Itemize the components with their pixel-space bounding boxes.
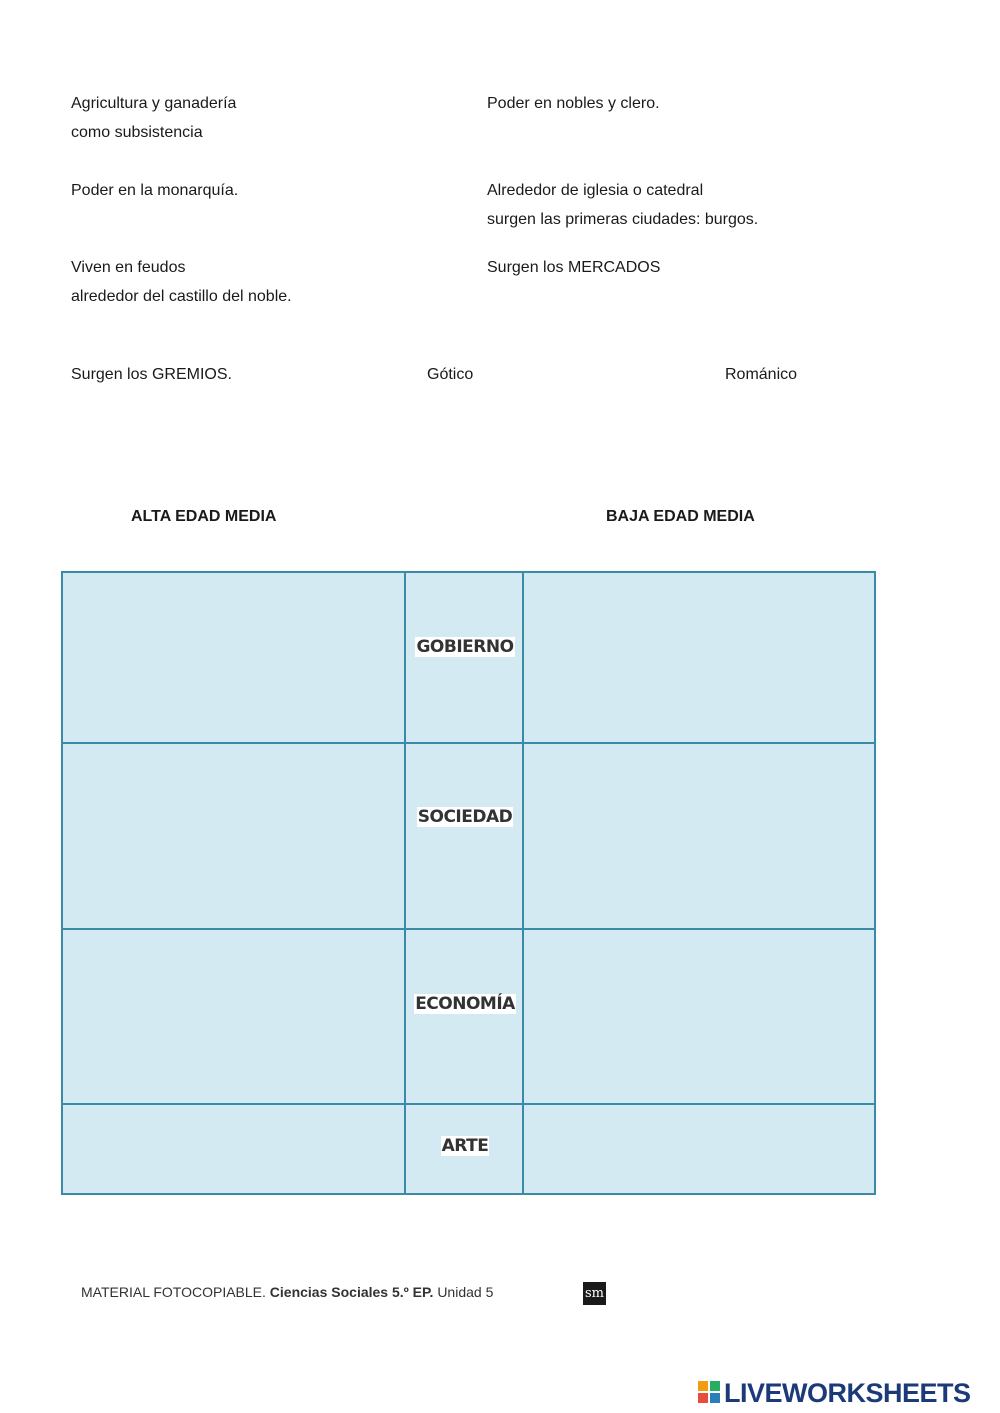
header-alta-edad-media: ALTA EDAD MEDIA [131, 508, 277, 525]
option-poder-monarquia[interactable]: Poder en la monarquía. [71, 182, 239, 199]
footer-unit: Unidad 5 [437, 1284, 494, 1300]
option-gremios[interactable]: Surgen los GREMIOS. [71, 366, 232, 383]
option-agricultura-line1: Agricultura y ganadería [71, 95, 237, 112]
comparison-table [61, 571, 876, 1195]
column-divider-left [404, 573, 406, 1193]
row-label-arte: ARTE [441, 1136, 489, 1156]
row-label-economia: ECONOMÍA [415, 994, 515, 1014]
drop-zone-alta-arte[interactable] [63, 1105, 404, 1193]
option-feudos-line2: alrededor del castillo del noble. [71, 288, 292, 305]
option-burgos-line1: Alrededor de iglesia o catedral [487, 182, 704, 199]
footer-prefix: MATERIAL FOTOCOPIABLE. [81, 1284, 266, 1300]
drop-zone-alta-economia[interactable] [63, 930, 404, 1103]
liveworksheets-icon [698, 1381, 720, 1403]
footer-note [81, 1284, 493, 1300]
option-feudos-line1: Viven en feudos [71, 259, 186, 276]
drop-zone-baja-gobierno[interactable] [524, 573, 874, 742]
option-romanico[interactable]: Románico [725, 366, 798, 383]
drop-zone-alta-gobierno[interactable] [63, 573, 404, 742]
drop-zone-baja-economia[interactable] [524, 930, 874, 1103]
liveworksheets-logo-text: LIVEWORKSHEETS [724, 1378, 971, 1408]
header-baja-edad-media: BAJA EDAD MEDIA [606, 508, 755, 525]
option-burgos[interactable] [487, 176, 758, 234]
option-mercados[interactable]: Surgen los MERCADOS [487, 259, 661, 276]
footer-course: Ciencias Sociales 5.º EP. [269, 1284, 434, 1300]
drop-zone-baja-sociedad[interactable] [524, 744, 874, 928]
drop-zone-baja-arte[interactable] [524, 1105, 874, 1193]
option-feudos[interactable] [71, 253, 292, 311]
option-poder-nobles[interactable]: Poder en nobles y clero. [487, 95, 660, 112]
drop-zone-alta-sociedad[interactable] [63, 744, 404, 928]
option-agricultura-line2: como subsistencia [71, 124, 203, 141]
option-gotico[interactable]: Gótico [427, 366, 474, 383]
option-burgos-line2: surgen las primeras ciudades: burgos. [487, 211, 759, 228]
option-agricultura[interactable] [71, 89, 236, 147]
row-label-sociedad: SOCIEDAD [417, 807, 513, 827]
publisher-logo: sm [583, 1282, 606, 1305]
row-label-gobierno: GOBIERNO [416, 637, 514, 657]
